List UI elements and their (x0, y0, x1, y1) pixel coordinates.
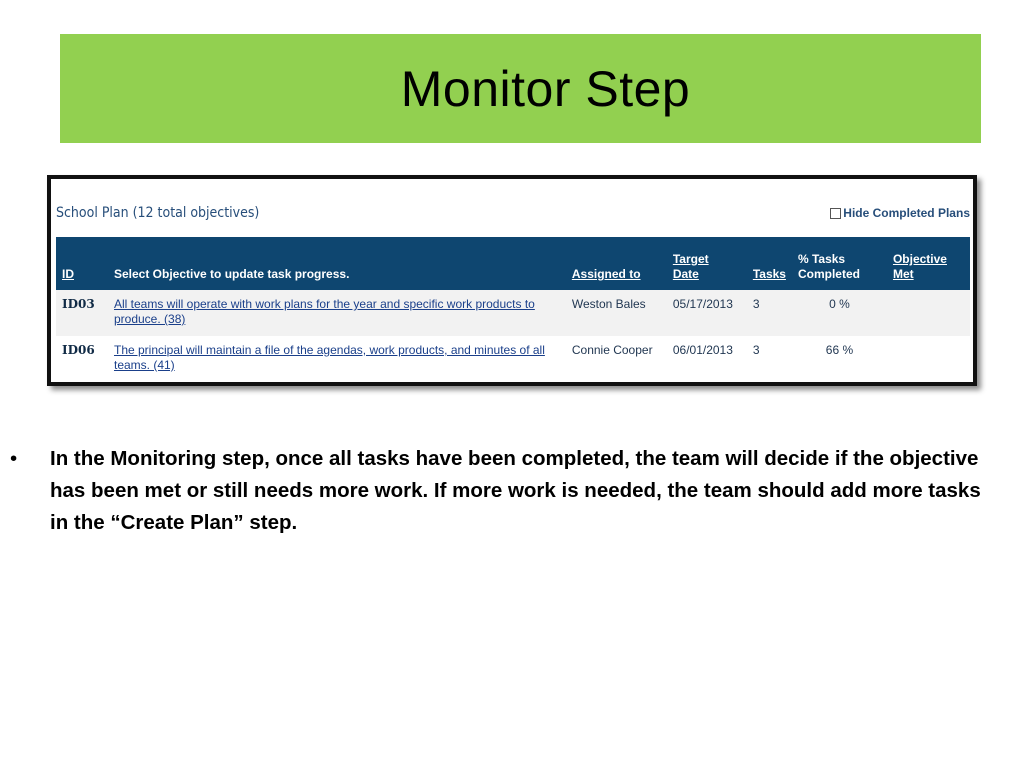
bullet-point (10, 443, 1000, 539)
panel-header (56, 203, 970, 229)
row-assigned: Weston Bales (571, 297, 646, 311)
header-objective: Select Objective to update task progress. (113, 267, 350, 281)
sort-assigned-link[interactable]: Assigned to (571, 267, 641, 281)
row-id: ID03 (62, 297, 95, 311)
bullet-text: In the Monitoring step, once all tasks have been completed, the team will decide if the objective has been met or still needs more work. If more work is needed, the team should add more tasks in the “Create Plan” step. (50, 447, 981, 534)
row-tasks: 3 (752, 297, 760, 311)
row-objective[interactable] (108, 336, 566, 382)
hide-completed-checkbox[interactable] (830, 208, 841, 219)
row-objective-met (887, 290, 970, 336)
objective-link[interactable]: All teams will operate with work plans for the year and specific work products to produce. (38) (113, 297, 535, 326)
row-pct-completed: 0 % (829, 297, 850, 311)
row-target-date: 05/17/2013 (672, 297, 733, 311)
sort-tasks-link[interactable]: Tasks (752, 267, 786, 281)
panel-title: School Plan (12 total objectives) (56, 205, 260, 221)
hide-completed-toggle[interactable] (830, 206, 970, 220)
row-pct-completed: 66 % (825, 343, 854, 357)
row-objective-met (887, 336, 970, 382)
table-row (56, 290, 970, 336)
row-target-date: 06/01/2013 (672, 343, 733, 357)
row-id: ID06 (62, 343, 95, 357)
objective-link[interactable]: The principal will maintain a file of the agendas, work products, and minutes of all teams. (41) (113, 343, 545, 372)
sort-id-link[interactable]: ID (62, 267, 74, 281)
header-tasks[interactable] (747, 237, 792, 290)
sort-target-date-link[interactable]: Target Date (672, 252, 709, 281)
header-id[interactable] (56, 237, 108, 290)
sort-objective-met-link[interactable]: Objective Met (892, 252, 947, 281)
table-row (56, 336, 970, 382)
hide-completed-label: Hide Completed Plans (843, 206, 970, 220)
header-target-date[interactable] (667, 237, 747, 290)
school-plan-panel (47, 175, 977, 386)
bullet-symbol: • (10, 447, 18, 470)
header-objective-met[interactable] (887, 237, 970, 290)
header-assigned[interactable] (566, 237, 667, 290)
row-objective[interactable] (108, 290, 566, 336)
row-assigned: Connie Cooper (571, 343, 653, 357)
objectives-table (56, 237, 970, 382)
slide-title: Monitor Step (400, 60, 691, 117)
table-header-row (56, 237, 970, 290)
row-tasks: 3 (752, 343, 760, 357)
header-pct-completed: % Tasks Completed (797, 252, 860, 281)
title-band (60, 34, 981, 143)
